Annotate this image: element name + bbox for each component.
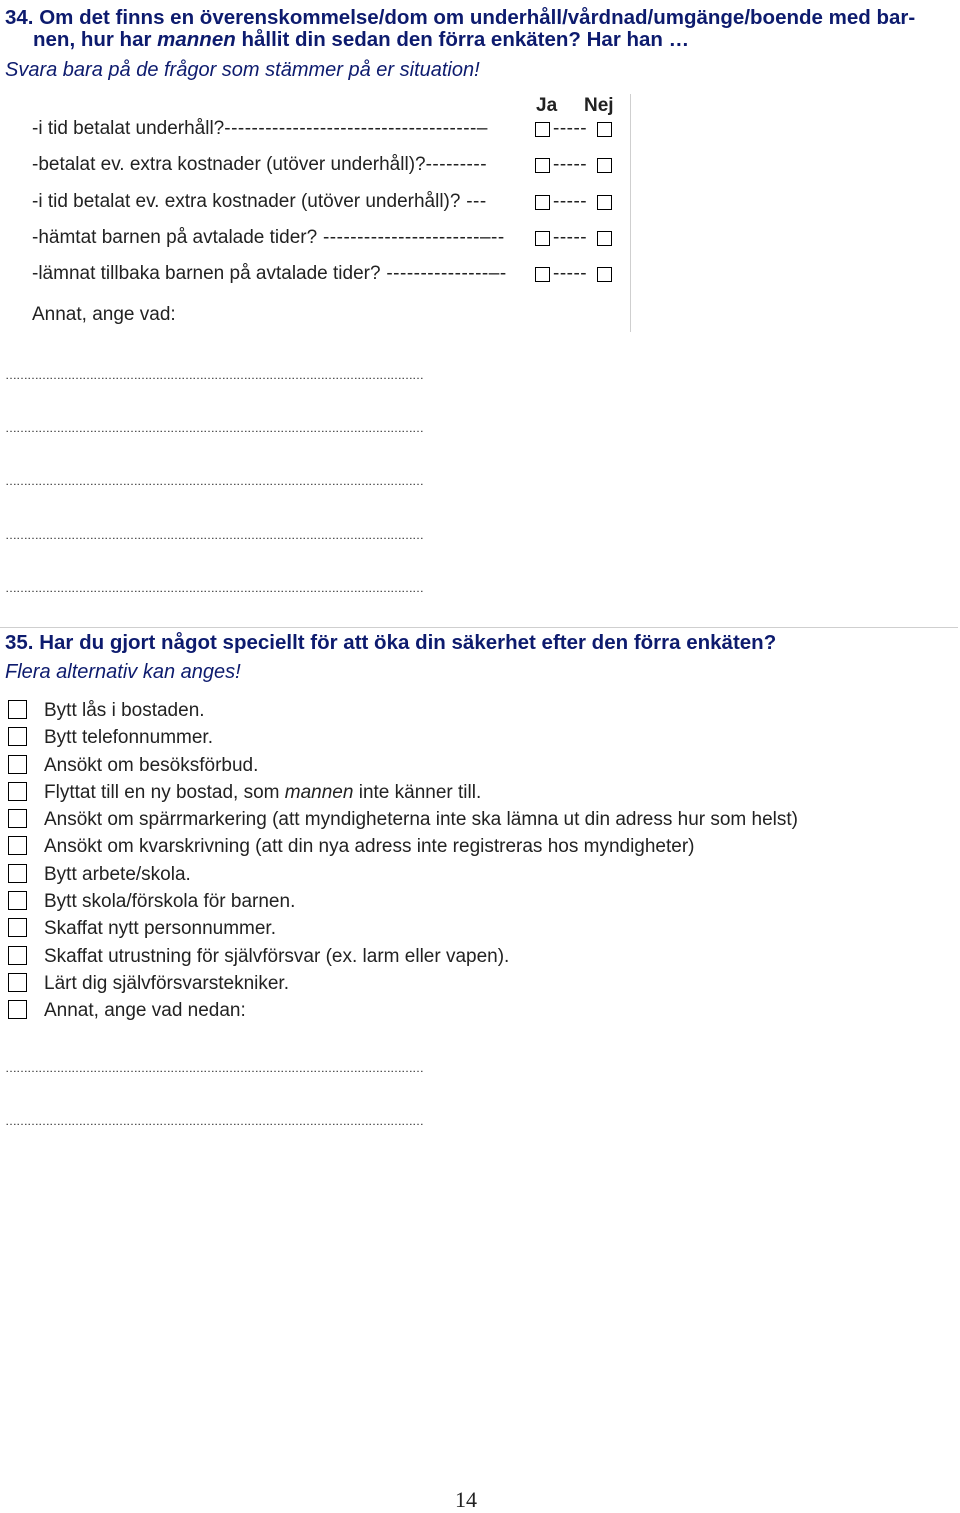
q34-answer-line[interactable] <box>5 368 949 388</box>
q35-option-label: Ansökt om kvarskrivning (att din nya adress inte registreras hos myndigheter) <box>44 836 695 857</box>
q35-option <box>8 891 295 913</box>
q35-option <box>8 782 481 804</box>
q34-row3-yes-checkbox[interactable] <box>535 195 550 210</box>
q35-answer-line-dots: …………………………………………………………………………………………………… <box>5 1061 423 1075</box>
column-header-yes: Ja <box>536 95 558 116</box>
q35-answer-line[interactable] <box>5 1114 949 1134</box>
q34-row-dashes: --- <box>460 191 487 212</box>
q34-row2-no-checkbox[interactable] <box>597 158 612 173</box>
q34-answer-line-dots: …………………………………………………………………………………………………… <box>5 581 423 595</box>
q35-option-label: Skaffat nytt personnummer. <box>44 918 276 939</box>
q35-option-label: Ansökt om besöksförbud. <box>44 755 259 776</box>
question-35-number: 35. <box>5 631 34 654</box>
column-divider <box>630 94 631 332</box>
q35-option-label: Ansökt om spärrmarkering (att myndigheterna inte ska lämna ut din adress hur som helst) <box>44 809 798 830</box>
question-35-title-text: Har du gjort något speciellt för att öka din säkerhet efter den förra enkäten? <box>39 631 777 654</box>
question-34-instruction: Svara bara på de frågor som stämmer på er situation! <box>5 59 480 81</box>
question-34-number: 34. <box>5 6 34 29</box>
q34-row5-no-checkbox[interactable] <box>597 267 612 282</box>
q34-answer-line[interactable] <box>5 528 949 548</box>
q35-option-label: Bytt arbete/skola. <box>44 864 191 885</box>
q34-row-dashes: ---------------–- <box>380 263 507 284</box>
column-header-no: Nej <box>584 95 614 116</box>
q34-answer-line-dots: …………………………………………………………………………………………………… <box>5 368 423 382</box>
q34-row-label: -i tid betalat ev. extra kostnader (utöver underhåll)? <box>32 191 461 212</box>
q35-option-label: Lärt dig självförsvarstekniker. <box>44 973 289 994</box>
q35-option-checkbox[interactable] <box>8 727 27 746</box>
q35-option-label-start: Flyttat till en ny bostad, som <box>44 782 285 803</box>
q34-row-label: -hämtat barnen på avtalade tider? <box>32 227 318 248</box>
q34-row3-mid-dashes: ----- <box>553 191 588 212</box>
q34-row3-no-checkbox[interactable] <box>597 195 612 210</box>
q34-answer-line[interactable] <box>5 581 949 601</box>
q35-option-label-end: inte känner till. <box>353 782 482 803</box>
title-line2-end: hållit din sedan den förra enkäten? Har han … <box>235 28 690 51</box>
q34-row-dashes: -------------------------------------– <box>224 118 488 139</box>
title-line2-start: nen, hur har <box>33 28 158 51</box>
q35-option-checkbox[interactable] <box>8 973 27 992</box>
q35-option-label: Skaffat utrustning för självförsvar (ex. larm eller vapen). <box>44 946 510 967</box>
title-line2-emphasis: mannen <box>157 28 236 51</box>
q34-row <box>32 191 487 213</box>
q35-option <box>8 946 509 968</box>
q34-row-label: -betalat ev. extra kostnader (utöver underhåll)? <box>32 154 426 175</box>
q35-option-checkbox[interactable] <box>8 782 27 801</box>
q35-option <box>8 836 695 858</box>
q35-option <box>8 918 276 940</box>
q34-row <box>32 263 507 285</box>
q34-row2-yes-checkbox[interactable] <box>535 158 550 173</box>
q34-other-label: Annat, ange vad: <box>32 304 176 325</box>
q34-answer-line[interactable] <box>5 421 949 441</box>
q35-option-checkbox[interactable] <box>8 891 27 910</box>
question-34-title-line1: Om det finns en överenskommelse/dom om underhåll/vårdnad/umgänge/boende med bar- <box>39 6 916 29</box>
q34-answer-line[interactable] <box>5 474 949 494</box>
q35-option-checkbox[interactable] <box>8 700 27 719</box>
q35-option-checkbox[interactable] <box>8 864 27 883</box>
q35-option-label-emphasis: mannen <box>284 782 354 803</box>
q34-answer-line-dots: …………………………………………………………………………………………………… <box>5 421 423 435</box>
q34-row <box>32 227 505 249</box>
q35-option <box>8 864 191 886</box>
q35-option-label: Annat, ange vad nedan: <box>44 1000 246 1021</box>
q34-row1-mid-dashes: ----- <box>553 118 588 139</box>
q34-row4-yes-checkbox[interactable] <box>535 231 550 246</box>
q35-option-checkbox[interactable] <box>8 918 27 937</box>
q34-row-dashes: -----------------------–-- <box>317 227 505 248</box>
q34-row1-yes-checkbox[interactable] <box>535 122 550 137</box>
q34-answer-line-dots: …………………………………………………………………………………………………… <box>5 528 423 542</box>
q34-row4-mid-dashes: ----- <box>553 227 588 248</box>
question-35-instruction: Flera alternativ kan anges! <box>5 661 241 683</box>
q35-option-checkbox[interactable] <box>8 1000 27 1019</box>
q35-option-checkbox[interactable] <box>8 755 27 774</box>
q34-answer-line-dots: …………………………………………………………………………………………………… <box>5 474 423 488</box>
q34-row-label: -i tid betalat underhåll? <box>32 118 225 139</box>
q34-row1-no-checkbox[interactable] <box>597 122 612 137</box>
q35-option <box>8 1000 246 1022</box>
q34-row-dashes: --------- <box>425 154 488 175</box>
q35-option <box>8 700 205 722</box>
q34-row <box>32 154 487 176</box>
page-number: 14 <box>455 1487 477 1512</box>
q34-row4-no-checkbox[interactable] <box>597 231 612 246</box>
question-34-title-line2 <box>33 24 689 55</box>
q35-option-label: Bytt skola/förskola för barnen. <box>44 891 296 912</box>
q35-option-checkbox[interactable] <box>8 836 27 855</box>
q35-option <box>8 727 213 749</box>
q35-answer-line[interactable] <box>5 1061 949 1081</box>
q35-option <box>8 809 798 831</box>
q34-row2-mid-dashes: ----- <box>553 154 588 175</box>
q35-option-label: Bytt lås i bostaden. <box>44 700 205 721</box>
q34-row-label: -lämnat tillbaka barnen på avtalade tider? <box>32 263 381 284</box>
question-35-title <box>5 627 776 658</box>
q34-row5-mid-dashes: ----- <box>553 263 588 284</box>
q35-option-checkbox[interactable] <box>8 809 27 828</box>
q35-option-checkbox[interactable] <box>8 946 27 965</box>
q35-option <box>8 755 258 777</box>
q35-answer-line-dots: …………………………………………………………………………………………………… <box>5 1114 423 1128</box>
q34-row <box>32 118 488 140</box>
q35-option-label: Bytt telefonnummer. <box>44 727 213 748</box>
q34-row5-yes-checkbox[interactable] <box>535 267 550 282</box>
q35-option <box>8 973 289 995</box>
